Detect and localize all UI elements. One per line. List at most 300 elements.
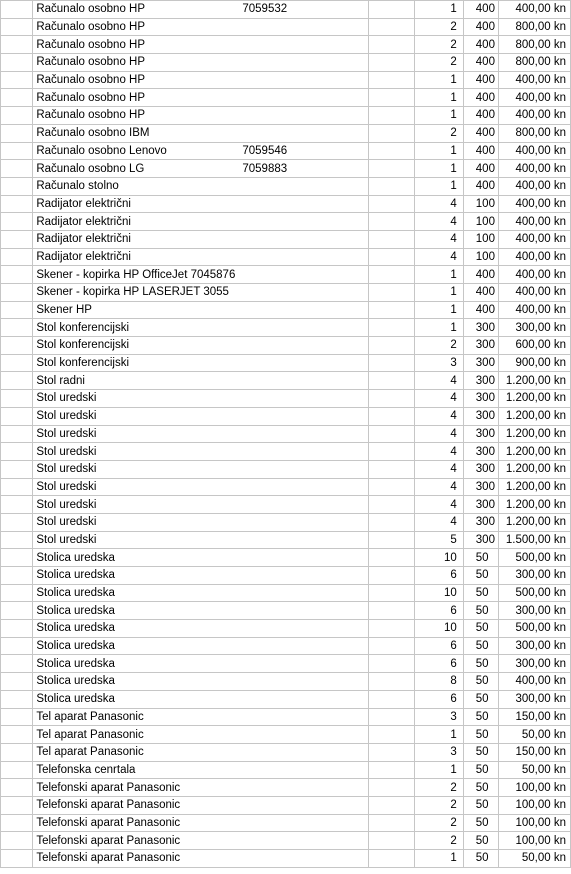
row-cell-blank: [1, 690, 33, 708]
empty-cell: [368, 372, 414, 390]
row-cell-blank: [1, 107, 33, 125]
row-cell-blank: [1, 177, 33, 195]
total-cell: 400,00 kn: [498, 71, 570, 89]
row-cell-blank: [1, 531, 33, 549]
item-name-cell: Računalo osobno HP: [33, 36, 239, 54]
unit-price-cell: 50: [463, 690, 498, 708]
table-row: [1, 107, 571, 125]
total-cell: 500,00 kn: [498, 620, 570, 638]
row-cell-blank: [1, 567, 33, 585]
table-row: [1, 743, 571, 761]
item-code-cell: [239, 266, 369, 284]
item-code-cell: [239, 390, 369, 408]
table-row: [1, 814, 571, 832]
row-cell-blank: [1, 620, 33, 638]
unit-price-cell: 400: [463, 107, 498, 125]
quantity-cell: 4: [414, 390, 463, 408]
total-cell: 400,00 kn: [498, 142, 570, 160]
table-row: [1, 779, 571, 797]
row-cell-blank: [1, 708, 33, 726]
total-cell: 100,00 kn: [498, 832, 570, 850]
total-cell: 150,00 kn: [498, 708, 570, 726]
item-name-cell: Radijator električni: [33, 213, 239, 231]
item-name-cell: Stolica uredska: [33, 602, 239, 620]
row-cell-blank: [1, 372, 33, 390]
unit-price-cell: 400: [463, 160, 498, 178]
empty-cell: [368, 584, 414, 602]
row-cell-blank: [1, 54, 33, 72]
table-row: [1, 478, 571, 496]
item-code-cell: [239, 18, 369, 36]
item-code-cell: [239, 620, 369, 638]
item-code-cell: [239, 248, 369, 266]
quantity-cell: 3: [414, 354, 463, 372]
item-code-cell: [239, 443, 369, 461]
row-cell-blank: [1, 248, 33, 266]
item-code-cell: [239, 549, 369, 567]
item-code-cell: [239, 832, 369, 850]
item-name-cell: Računalo osobno Lenovo: [33, 142, 239, 160]
table-row: [1, 36, 571, 54]
item-name-cell: Računalo osobno HP: [33, 71, 239, 89]
quantity-cell: 4: [414, 407, 463, 425]
item-name-cell: Stolica uredska: [33, 620, 239, 638]
empty-cell: [368, 478, 414, 496]
item-name-cell: Stol konferencijski: [33, 337, 239, 355]
item-name-cell: Radijator električni: [33, 195, 239, 213]
empty-cell: [368, 354, 414, 372]
empty-cell: [368, 266, 414, 284]
item-name-cell: Tel aparat Panasonic: [33, 708, 239, 726]
empty-cell: [368, 177, 414, 195]
empty-cell: [368, 637, 414, 655]
row-cell-blank: [1, 460, 33, 478]
table-row: [1, 690, 571, 708]
table-row: [1, 230, 571, 248]
row-cell-blank: [1, 549, 33, 567]
unit-price-cell: 100: [463, 230, 498, 248]
empty-cell: [368, 407, 414, 425]
item-code-cell: 7059546: [239, 142, 369, 160]
empty-cell: [368, 443, 414, 461]
quantity-cell: 4: [414, 513, 463, 531]
item-name-cell: Stol radni: [33, 372, 239, 390]
table-row: [1, 602, 571, 620]
unit-price-cell: 300: [463, 319, 498, 337]
total-cell: 1.200,00 kn: [498, 390, 570, 408]
empty-cell: [368, 301, 414, 319]
row-cell-blank: [1, 407, 33, 425]
table-row: [1, 584, 571, 602]
item-name-cell: Radijator električni: [33, 230, 239, 248]
total-cell: 1.200,00 kn: [498, 478, 570, 496]
empty-cell: [368, 54, 414, 72]
total-cell: 1.500,00 kn: [498, 531, 570, 549]
table-row: [1, 319, 571, 337]
empty-cell: [368, 18, 414, 36]
item-code-cell: [239, 354, 369, 372]
empty-cell: [368, 726, 414, 744]
item-name-cell: Računalo stolno: [33, 177, 239, 195]
quantity-cell: 1: [414, 107, 463, 125]
total-cell: 400,00 kn: [498, 89, 570, 107]
table-row: [1, 832, 571, 850]
quantity-cell: 1: [414, 160, 463, 178]
row-cell-blank: [1, 584, 33, 602]
table-row: [1, 354, 571, 372]
unit-price-cell: 300: [463, 531, 498, 549]
table-row: [1, 301, 571, 319]
item-name-cell: Skener HP: [33, 301, 239, 319]
row-cell-blank: [1, 443, 33, 461]
item-name-cell: Telefonski aparat Panasonic: [33, 779, 239, 797]
total-cell: 50,00 kn: [498, 761, 570, 779]
table-row: [1, 673, 571, 691]
item-name-cell: Stol uredski: [33, 460, 239, 478]
row-cell-blank: [1, 195, 33, 213]
quantity-cell: 1: [414, 850, 463, 868]
total-cell: 500,00 kn: [498, 584, 570, 602]
row-cell-blank: [1, 478, 33, 496]
unit-price-cell: 300: [463, 337, 498, 355]
unit-price-cell: 400: [463, 124, 498, 142]
item-name-cell: Stol uredski: [33, 407, 239, 425]
unit-price-cell: 400: [463, 142, 498, 160]
quantity-cell: 4: [414, 248, 463, 266]
total-cell: 300,00 kn: [498, 690, 570, 708]
table-row: [1, 850, 571, 868]
item-name-cell: Računalo osobno HP: [33, 89, 239, 107]
total-cell: 300,00 kn: [498, 602, 570, 620]
total-cell: 400,00 kn: [498, 301, 570, 319]
row-cell-blank: [1, 726, 33, 744]
item-code-cell: [239, 319, 369, 337]
unit-price-cell: 300: [463, 513, 498, 531]
empty-cell: [368, 814, 414, 832]
item-code-cell: [239, 850, 369, 868]
quantity-cell: 4: [414, 496, 463, 514]
unit-price-cell: 50: [463, 708, 498, 726]
row-cell-blank: [1, 832, 33, 850]
quantity-cell: 1: [414, 89, 463, 107]
item-name-cell: Telefonski aparat Panasonic: [33, 796, 239, 814]
unit-price-cell: 50: [463, 620, 498, 638]
item-name-cell: Stol uredski: [33, 443, 239, 461]
table-row: [1, 195, 571, 213]
quantity-cell: 1: [414, 761, 463, 779]
quantity-cell: 8: [414, 673, 463, 691]
item-code-cell: [239, 513, 369, 531]
table-row: [1, 390, 571, 408]
table-row: [1, 531, 571, 549]
item-name-cell: Stolica uredska: [33, 637, 239, 655]
table-row: [1, 549, 571, 567]
item-code-cell: [239, 761, 369, 779]
row-cell-blank: [1, 319, 33, 337]
total-cell: 800,00 kn: [498, 124, 570, 142]
row-cell-blank: [1, 743, 33, 761]
total-cell: 1.200,00 kn: [498, 425, 570, 443]
total-cell: 400,00 kn: [498, 266, 570, 284]
table-row: [1, 708, 571, 726]
total-cell: 400,00 kn: [498, 177, 570, 195]
unit-price-cell: 300: [463, 478, 498, 496]
quantity-cell: 1: [414, 726, 463, 744]
total-cell: 800,00 kn: [498, 54, 570, 72]
item-name-cell: Radijator električni: [33, 248, 239, 266]
item-name-cell: Stol konferencijski: [33, 354, 239, 372]
item-code-cell: [239, 743, 369, 761]
item-name-cell: Računalo osobno HP: [33, 1, 239, 19]
quantity-cell: 1: [414, 1, 463, 19]
item-name-cell: Stol konferencijski: [33, 319, 239, 337]
table-row: [1, 337, 571, 355]
quantity-cell: 3: [414, 743, 463, 761]
item-code-cell: [239, 407, 369, 425]
total-cell: 400,00 kn: [498, 230, 570, 248]
item-code-cell: 7059532: [239, 1, 369, 19]
item-name-cell: Stolica uredska: [33, 584, 239, 602]
unit-price-cell: 400: [463, 301, 498, 319]
empty-cell: [368, 124, 414, 142]
table-body: [1, 1, 571, 868]
unit-price-cell: 300: [463, 372, 498, 390]
unit-price-cell: 300: [463, 407, 498, 425]
total-cell: 400,00 kn: [498, 1, 570, 19]
item-code-cell: [239, 213, 369, 231]
quantity-cell: 1: [414, 71, 463, 89]
unit-price-cell: 400: [463, 36, 498, 54]
table-row: [1, 177, 571, 195]
total-cell: 400,00 kn: [498, 213, 570, 231]
empty-cell: [368, 160, 414, 178]
quantity-cell: 6: [414, 602, 463, 620]
unit-price-cell: 50: [463, 743, 498, 761]
item-name-cell: Računalo osobno HP: [33, 107, 239, 125]
item-name-cell: Tel aparat Panasonic: [33, 743, 239, 761]
item-name-cell: Stol uredski: [33, 531, 239, 549]
empty-cell: [368, 319, 414, 337]
table-row: [1, 637, 571, 655]
item-code-cell: [239, 796, 369, 814]
total-cell: 900,00 kn: [498, 354, 570, 372]
empty-cell: [368, 390, 414, 408]
unit-price-cell: 300: [463, 425, 498, 443]
quantity-cell: 1: [414, 266, 463, 284]
item-name-cell: Stolica uredska: [33, 655, 239, 673]
item-code-cell: 7059883: [239, 160, 369, 178]
quantity-cell: 4: [414, 425, 463, 443]
item-code-cell: [239, 54, 369, 72]
quantity-cell: 4: [414, 443, 463, 461]
quantity-cell: 5: [414, 531, 463, 549]
table-row: [1, 71, 571, 89]
total-cell: 100,00 kn: [498, 779, 570, 797]
quantity-cell: 1: [414, 177, 463, 195]
empty-cell: [368, 761, 414, 779]
item-code-cell: [239, 301, 369, 319]
unit-price-cell: 400: [463, 266, 498, 284]
unit-price-cell: 50: [463, 850, 498, 868]
table-row: [1, 620, 571, 638]
unit-price-cell: 50: [463, 655, 498, 673]
unit-price-cell: 100: [463, 248, 498, 266]
quantity-cell: 3: [414, 708, 463, 726]
unit-price-cell: 50: [463, 796, 498, 814]
empty-cell: [368, 284, 414, 302]
unit-price-cell: 400: [463, 54, 498, 72]
item-code-cell: [239, 177, 369, 195]
empty-cell: [368, 1, 414, 19]
total-cell: 400,00 kn: [498, 284, 570, 302]
row-cell-blank: [1, 1, 33, 19]
quantity-cell: 4: [414, 460, 463, 478]
item-name-cell: Stolica uredska: [33, 567, 239, 585]
total-cell: 300,00 kn: [498, 655, 570, 673]
item-name-cell: Računalo osobno HP: [33, 18, 239, 36]
empty-cell: [368, 496, 414, 514]
empty-cell: [368, 531, 414, 549]
empty-cell: [368, 513, 414, 531]
total-cell: 600,00 kn: [498, 337, 570, 355]
quantity-cell: 6: [414, 690, 463, 708]
unit-price-cell: 50: [463, 814, 498, 832]
item-name-cell: Telefonski aparat Panasonic: [33, 832, 239, 850]
unit-price-cell: 50: [463, 832, 498, 850]
item-code-cell: [239, 531, 369, 549]
item-code-cell: [239, 284, 369, 302]
unit-price-cell: 50: [463, 567, 498, 585]
quantity-cell: 2: [414, 779, 463, 797]
table-row: [1, 248, 571, 266]
unit-price-cell: 100: [463, 213, 498, 231]
item-code-cell: [239, 708, 369, 726]
item-code-cell: [239, 425, 369, 443]
item-name-cell: Tel aparat Panasonic: [33, 726, 239, 744]
table-row: [1, 761, 571, 779]
table-row: [1, 407, 571, 425]
item-code-cell: [239, 337, 369, 355]
unit-price-cell: 50: [463, 602, 498, 620]
item-code-cell: [239, 36, 369, 54]
quantity-cell: 6: [414, 655, 463, 673]
table-row: [1, 372, 571, 390]
quantity-cell: 10: [414, 584, 463, 602]
item-name-cell: Stol uredski: [33, 425, 239, 443]
item-name-cell: Stol uredski: [33, 478, 239, 496]
quantity-cell: 2: [414, 832, 463, 850]
item-code-cell: [239, 690, 369, 708]
row-cell-blank: [1, 354, 33, 372]
item-name-cell: Stolica uredska: [33, 673, 239, 691]
unit-price-cell: 300: [463, 496, 498, 514]
row-cell-blank: [1, 496, 33, 514]
row-cell-blank: [1, 301, 33, 319]
table-row: [1, 425, 571, 443]
unit-price-cell: 50: [463, 673, 498, 691]
unit-price-cell: 300: [463, 354, 498, 372]
quantity-cell: 4: [414, 213, 463, 231]
total-cell: 1.200,00 kn: [498, 513, 570, 531]
total-cell: 50,00 kn: [498, 726, 570, 744]
row-cell-blank: [1, 89, 33, 107]
empty-cell: [368, 620, 414, 638]
row-cell-blank: [1, 284, 33, 302]
unit-price-cell: 300: [463, 443, 498, 461]
table-row: [1, 496, 571, 514]
row-cell-blank: [1, 655, 33, 673]
row-cell-blank: [1, 513, 33, 531]
quantity-cell: 6: [414, 567, 463, 585]
empty-cell: [368, 567, 414, 585]
total-cell: 400,00 kn: [498, 107, 570, 125]
total-cell: 1.200,00 kn: [498, 372, 570, 390]
row-cell-blank: [1, 266, 33, 284]
item-name-cell: Stolica uredska: [33, 549, 239, 567]
table-row: [1, 655, 571, 673]
empty-cell: [368, 213, 414, 231]
quantity-cell: 4: [414, 195, 463, 213]
row-cell-blank: [1, 673, 33, 691]
item-code-cell: [239, 460, 369, 478]
row-cell-blank: [1, 637, 33, 655]
total-cell: 500,00 kn: [498, 549, 570, 567]
row-cell-blank: [1, 160, 33, 178]
table-row: [1, 266, 571, 284]
unit-price-cell: 50: [463, 584, 498, 602]
unit-price-cell: 50: [463, 761, 498, 779]
unit-price-cell: 100: [463, 195, 498, 213]
item-name-cell: Telefonski aparat Panasonic: [33, 814, 239, 832]
total-cell: 800,00 kn: [498, 18, 570, 36]
total-cell: 400,00 kn: [498, 673, 570, 691]
quantity-cell: 2: [414, 796, 463, 814]
row-cell-blank: [1, 761, 33, 779]
row-cell-blank: [1, 425, 33, 443]
item-name-cell: Skener - kopirka HP OfficeJet 7045876: [33, 266, 239, 284]
quantity-cell: 2: [414, 36, 463, 54]
item-code-cell: [239, 567, 369, 585]
table-row: [1, 443, 571, 461]
total-cell: 800,00 kn: [498, 36, 570, 54]
row-cell-blank: [1, 71, 33, 89]
total-cell: 300,00 kn: [498, 637, 570, 655]
item-name-cell: Računalo osobno IBM: [33, 124, 239, 142]
quantity-cell: 2: [414, 814, 463, 832]
total-cell: 1.200,00 kn: [498, 443, 570, 461]
row-cell-blank: [1, 230, 33, 248]
total-cell: 1.200,00 kn: [498, 496, 570, 514]
unit-price-cell: 400: [463, 284, 498, 302]
item-name-cell: Računalo osobno LG: [33, 160, 239, 178]
empty-cell: [368, 796, 414, 814]
table-row: [1, 567, 571, 585]
empty-cell: [368, 673, 414, 691]
empty-cell: [368, 36, 414, 54]
empty-cell: [368, 460, 414, 478]
item-code-cell: [239, 584, 369, 602]
empty-cell: [368, 602, 414, 620]
unit-price-cell: 300: [463, 390, 498, 408]
unit-price-cell: 400: [463, 1, 498, 19]
empty-cell: [368, 89, 414, 107]
row-cell-blank: [1, 602, 33, 620]
total-cell: 400,00 kn: [498, 160, 570, 178]
row-cell-blank: [1, 814, 33, 832]
table-row: [1, 89, 571, 107]
row-cell-blank: [1, 213, 33, 231]
total-cell: 1.200,00 kn: [498, 407, 570, 425]
